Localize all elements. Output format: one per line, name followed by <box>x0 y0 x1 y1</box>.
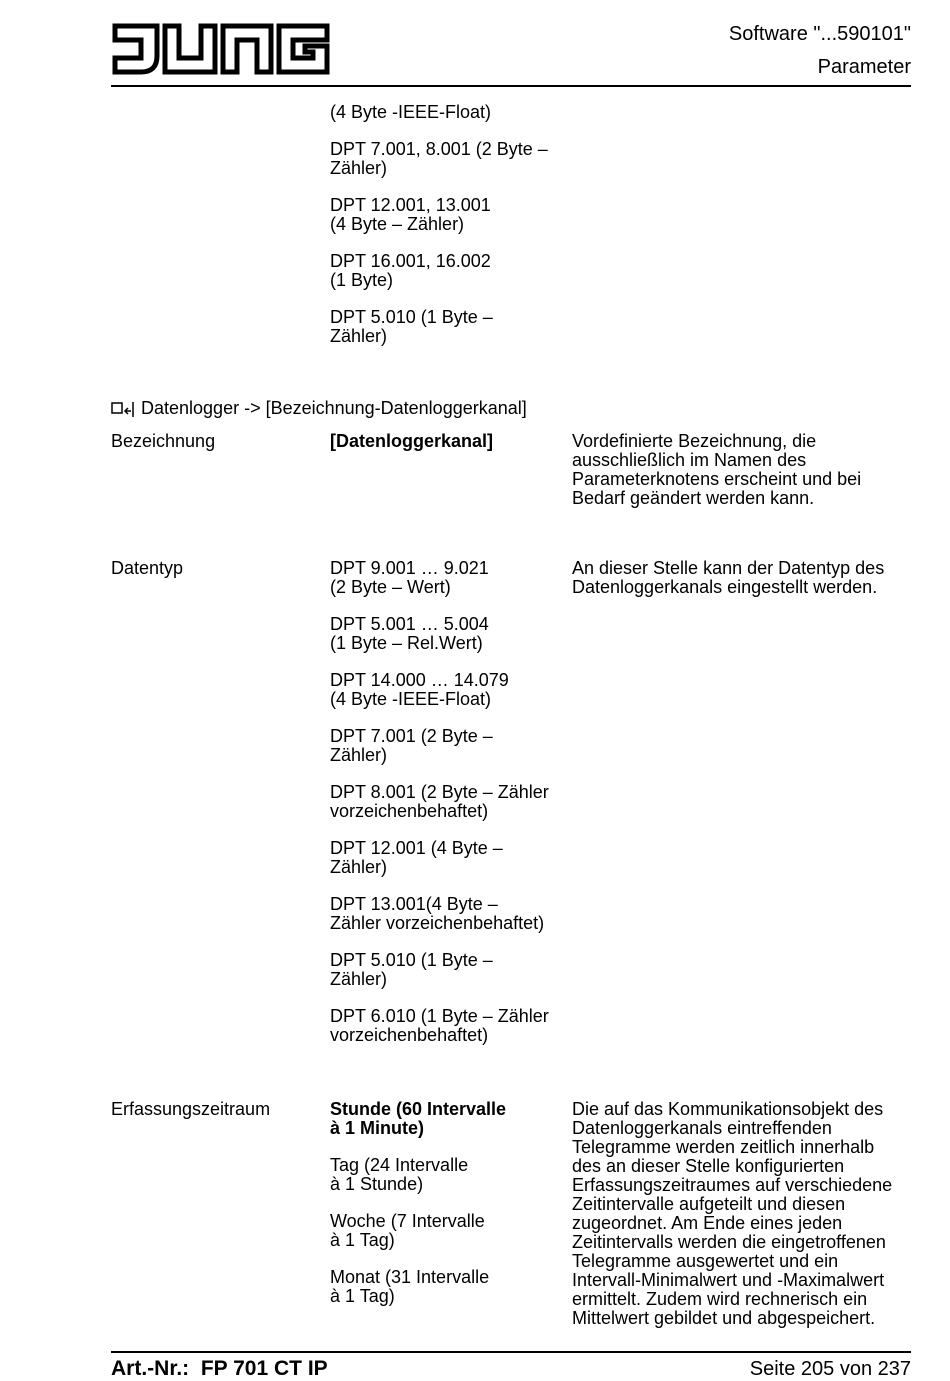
jung-logo <box>111 22 331 76</box>
header-rule <box>111 85 911 87</box>
option-item: DPT 5.001 … 5.004 (1 Byte – Rel.Wert) <box>330 614 489 653</box>
option-item: (4 Byte -IEEE-Float) <box>330 102 492 122</box>
param-description-erfassungszeitraum: Die auf das Kommunikationsobjekt des Datenloggerkanals eintreffenden Telegramme werden zeitlich innerhalb des an dieser Stelle konfigurierten Erfassungszeitraumes auf verschiedene Zeitintervalle aufgeteilt und diesen zugeordnet. Am Ende eines jeden Zeitintervalls werden die eingetroffenen Telegramme ausgewertet und ein Intervall-Minimalwert und -Maximalwert ermittelt. Zudem wird rechnerisch ein Mittelwert gebildet und abgespeichert. <box>572 1099 893 1328</box>
continued-options-list <box>330 103 565 364</box>
option-item: DPT 14.000 … 14.079 (4 Byte -IEEE-Float) <box>330 670 509 709</box>
software-version: Software "...590101" <box>728 23 911 45</box>
article-number: Art.-Nr.: FP 701 CT IP <box>111 1357 328 1380</box>
param-name-datentyp: Datentyp <box>111 558 184 578</box>
option-item: DPT 12.001, 13.001 (4 Byte – Zähler) <box>330 195 491 234</box>
footer-rule <box>111 1351 911 1353</box>
option-item: DPT 5.010 (1 Byte – Zähler) <box>330 950 493 989</box>
option-item: DPT 16.001, 16.002 (1 Byte) <box>330 251 491 290</box>
parameter-node-path: Datenlogger -> [Bezeichnung-Datenloggerkanal] <box>141 398 527 418</box>
option-item: DPT 8.001 (2 Byte – Zähler vorzeichenbehaftet) <box>330 782 549 821</box>
option-item: DPT 13.001(4 Byte – Zähler vorzeichenbehaftet) <box>330 894 545 933</box>
param-name-bezeichnung: Bezeichnung <box>111 431 216 451</box>
param-options-datentyp <box>330 559 565 1063</box>
page-number: Seite 205 von 237 <box>749 1358 911 1380</box>
section-title: Parameter <box>817 56 911 78</box>
option-item: DPT 6.010 (1 Byte – Zähler vorzeichenbehaftet) <box>330 1006 549 1045</box>
option-item: DPT 7.001 (2 Byte – Zähler) <box>330 726 493 765</box>
param-default-bezeichnung: [Datenloggerkanal] <box>330 431 494 451</box>
parameter-node-icon <box>111 400 135 418</box>
param-name-erfassungszeitraum: Erfassungszeitraum <box>111 1099 271 1119</box>
option-item: DPT 12.001 (4 Byte – Zähler) <box>330 838 503 877</box>
param-description-datentyp: An dieser Stelle kann der Datentyp des Datenloggerkanals eingestellt werden. <box>572 558 885 597</box>
option-item: DPT 5.010 (1 Byte – Zähler) <box>330 307 493 346</box>
param-description-bezeichnung: Vordefinierte Bezeichnung, die ausschließlich im Namen des Parameterknotens erscheint und bei Bedarf geändert werden kann. <box>572 431 862 508</box>
option-item: Tag (24 Intervalle à 1 Stunde) <box>330 1155 469 1194</box>
parameter-node-heading <box>111 399 527 418</box>
option-item: Monat (31 Intervalle à 1 Tag) <box>330 1267 490 1306</box>
option-item: DPT 7.001, 8.001 (2 Byte – Zähler) <box>330 139 548 178</box>
option-item: DPT 9.001 … 9.021 (2 Byte – Wert) <box>330 558 489 597</box>
option-item-default: Stunde (60 Intervalle à 1 Minute) <box>330 1099 507 1138</box>
option-item: Woche (7 Intervalle à 1 Tag) <box>330 1211 485 1250</box>
param-options-erfassungszeitraum <box>330 1100 565 1324</box>
